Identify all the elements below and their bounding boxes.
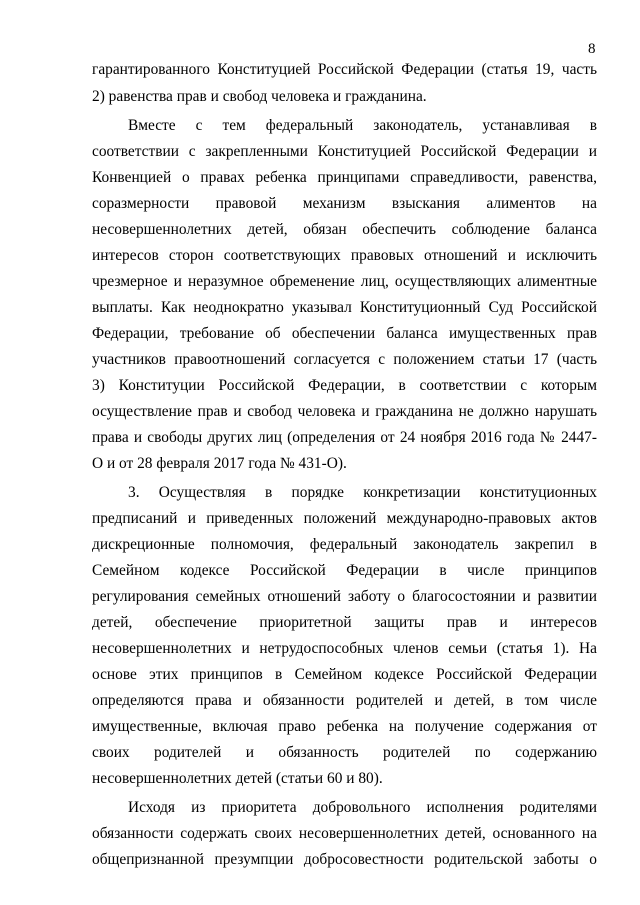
text-line: предписаний и приведенных положений международно-правовых актов <box>92 510 597 527</box>
text-line: чрезмерное и неразумное обременение лиц, осуществляющих алиментные <box>92 273 597 290</box>
text-line: О и от 28 февраля 2017 года № 431-О). <box>92 455 347 472</box>
text-line: регулирования семейных отношений заботу о благосостоянии и развитии <box>92 588 597 605</box>
text-line: права и свободы других лиц (определения от 24 ноября 2016 года № 2447- <box>92 429 597 446</box>
text-line: обязанности содержать своих несовершеннолетних детей, основанного на <box>92 825 597 842</box>
text-line: Конвенцией о правах ребенка принципами справедливости, равенства, <box>92 169 597 186</box>
text-line: 3. Осуществляя в порядке конкретизации конституционных <box>128 484 597 501</box>
text-line: несовершеннолетних детей, обязан обеспечить соблюдение баланса <box>92 221 597 238</box>
text-line: 2) равенства прав и свобод человека и гражданина. <box>92 88 427 105</box>
text-line: интересов сторон соответствующих правовых отношений и исключить <box>92 247 597 264</box>
text-line: соразмерности правовой механизм взыскания алиментов на <box>92 195 597 212</box>
text-line: общепризнанной презумпции добросовестности родительской заботы о <box>92 851 597 868</box>
text-line: определяются права и обязанности родителей и детей, в том числе <box>92 692 597 709</box>
text-line: имущественные, включая право ребенка на получение содержания от <box>92 718 597 735</box>
text-line: Вместе с тем федеральный законодатель, устанавливая в <box>128 117 597 134</box>
text-line: гарантированного Конституцией Российской Федерации (статья 19, часть <box>92 61 597 78</box>
text-line: участников правоотношений согласуется с положением статьи 17 (часть <box>92 351 597 368</box>
text-line: осуществление прав и свобод человека и гражданина не должно нарушать <box>92 403 597 420</box>
text-line: своих родителей и обязанность родителей по содержанию <box>92 744 597 761</box>
page-number: 8 <box>588 41 596 57</box>
text-line: основе этих принципов в Семейном кодексе Российской Федерации <box>92 666 597 683</box>
text-line: Исходя из приоритета добровольного исполнения родителями <box>128 799 597 816</box>
text-line: несовершеннолетних и нетрудоспособных членов семьи (статья 1). На <box>92 640 597 657</box>
text-line: дискреционные полномочия, федеральный законодатель закрепил в <box>92 536 597 553</box>
text-line: соответствии с закрепленными Конституцией Российской Федерации и <box>92 143 597 160</box>
text-line: выплаты. Как неоднократно указывал Конституционный Суд Российской <box>92 299 597 316</box>
text-line: 3) Конституции Российской Федерации, в соответствии с которым <box>92 377 597 394</box>
text-line: Семейном кодексе Российской Федерации в числе принципов <box>92 562 597 579</box>
text-line: Федерации, требование об обеспечении баланса имущественных прав <box>92 325 597 342</box>
text-line: несовершеннолетних детей (статьи 60 и 80). <box>92 770 383 787</box>
text-line: детей, обеспечение приоритетной защиты прав и интересов <box>92 614 597 631</box>
